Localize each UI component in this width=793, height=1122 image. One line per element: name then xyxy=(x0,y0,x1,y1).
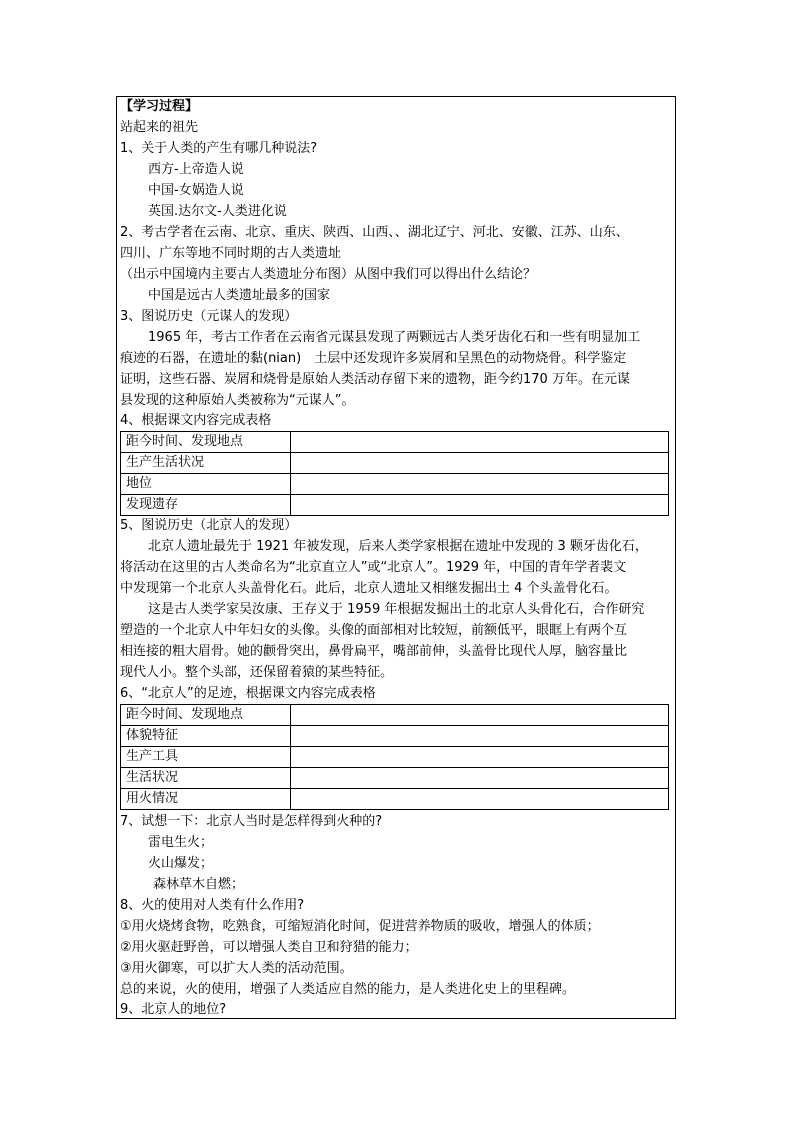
q2-line: 四川、广东等地不同时期的古人类遗址 xyxy=(120,246,342,261)
q8-item: ①用火烧烤食物，吃熟食，可缩短消化时间，促进营养物质的吸收，增强人的体质； xyxy=(120,919,600,934)
table-row xyxy=(121,432,669,453)
q1-item: 英国.达尔文-人类进化说 xyxy=(148,204,287,219)
q2-line: 2、考古学者在云南、北京、重庆、陕西、山西、、湖北辽宁、河北、安徽、江苏、山东、 xyxy=(120,225,629,240)
table-cell-answer[interactable] xyxy=(291,747,669,768)
q6-title: 6、“北京人”的足迹，根据课文内容完成表格 xyxy=(120,686,376,701)
table-cell-answer[interactable] xyxy=(291,705,669,726)
q2-answer: 中国是远古人类遗址最多的国家 xyxy=(148,288,331,303)
q3-paragraph-line: 县发现的这种原始人类被称为“元谋人”。 xyxy=(120,393,355,408)
table-cell-label: 生产生活状况 xyxy=(121,453,291,474)
q7-title: 7、试想一下：北京人当时是怎样得到火种的? xyxy=(120,814,383,829)
q1-item: 中国-女娲造人说 xyxy=(148,183,244,198)
q4-table xyxy=(120,431,669,516)
table-cell-answer[interactable] xyxy=(291,768,669,789)
table-cell-answer[interactable] xyxy=(291,495,669,516)
table-cell-answer[interactable] xyxy=(291,726,669,747)
q3-title: 3、图说历史（元谋人的发现） xyxy=(120,309,298,324)
table-row xyxy=(121,474,669,495)
q9-title: 9、北京人的地位? xyxy=(120,1002,227,1017)
table-cell-label: 发现遗存 xyxy=(121,495,291,516)
table-row xyxy=(121,495,669,516)
table-cell-answer[interactable] xyxy=(291,789,669,810)
q7-item: 火山爆发； xyxy=(148,856,214,871)
q3-paragraph-line: 证明，这些石器、炭屑和烧骨是原始人类活动存留下来的遗物，距今约170 万年。在元谋 xyxy=(120,372,630,387)
q5-paragraph-line: 相连接的粗大眉骨。她的颧骨突出，鼻骨扁平，嘴部前伸，头盖骨比现代人厚，脑容量比 xyxy=(120,644,628,659)
q5-paragraph-line: 塑造的一个北京人中年妇女的头像。头像的面部相对比较短，前额低平，眼眶上有两个互 xyxy=(120,623,628,638)
table-row xyxy=(121,747,669,768)
table-cell-answer[interactable] xyxy=(291,432,669,453)
q8-item: ③用火御寒，可以扩大人类的活动范围。 xyxy=(120,961,353,976)
q8-title: 8、火的使用对人类有什么作用? xyxy=(120,898,305,913)
table-cell-label: 地位 xyxy=(121,474,291,495)
table-cell-label: 用火情况 xyxy=(121,789,291,810)
q1-title: 1、关于人类的产生有哪几种说法? xyxy=(120,141,318,156)
q7-item: 森林草木自燃； xyxy=(153,877,245,892)
q5-paragraph-line: 北京人遗址最先于 1921 年被发现，后来人类学家根据在遗址中发现的 3 颗牙齿化石， xyxy=(148,539,648,554)
table-cell-answer[interactable] xyxy=(291,474,669,495)
table-cell-label: 距今时间、发现地点 xyxy=(121,705,291,726)
q7-item: 雷电生火； xyxy=(148,835,214,850)
table-cell-label: 体貌特征 xyxy=(121,726,291,747)
table-row xyxy=(121,726,669,747)
q8-summary: 总的来说，火的使用，增强了人类适应自然的能力，是人类进化史上的里程碑。 xyxy=(120,982,576,997)
q5-paragraph-line: 中发现第一个北京人头盖骨化石。此后，北京人遗址又相继发掘出土 4 个头盖骨化石。 xyxy=(120,581,618,596)
table-row xyxy=(121,768,669,789)
section-header: 【学习过程】 xyxy=(120,99,199,114)
q1-item: 西方-上帝造人说 xyxy=(148,162,244,177)
table-row xyxy=(121,705,669,726)
table-cell-answer[interactable] xyxy=(291,453,669,474)
topic-title: 站起来的祖先 xyxy=(120,120,199,135)
q5-paragraph-line: 这是古人类学家吴汝康、王存义于 1959 年根据发掘出土的北京人头骨化石，合作研究 xyxy=(148,602,645,617)
q3-paragraph-line: 1965 年，考古工作者在云南省元谋县发现了两颗远古人类牙齿化石和一些有明显加工 xyxy=(148,330,641,345)
q2-line: （出示中国境内主要古人类遗址分布图）从图中我们可以得出什么结论？ xyxy=(120,267,537,282)
table-cell-label: 距今时间、发现地点 xyxy=(121,432,291,453)
q5-title: 5、图说历史（北京人的发现） xyxy=(120,518,298,533)
q8-item: ②用火驱赶野兽，可以增强人类自卫和狩猎的能力； xyxy=(120,940,418,955)
q5-paragraph-line: 现代人小。整个头部，还保留着猿的某些特征。 xyxy=(120,665,394,680)
q6-table xyxy=(120,704,669,810)
table-cell-label: 生活状况 xyxy=(121,768,291,789)
table-cell-label: 生产工具 xyxy=(121,747,291,768)
q5-paragraph-line: 将活动在这里的古人类命名为“北京直立人”或“北京人”。1929 年，中国的青年学者裴文 xyxy=(120,560,627,575)
table-row xyxy=(121,453,669,474)
q3-paragraph-line: 痕迹的石器，在遗址的黏(nian) 土层中还发现许多炭屑和呈黑色的动物烧骨。科学鉴定 xyxy=(120,351,627,366)
table-row xyxy=(121,789,669,810)
q4-title: 4、根据课文内容完成表格 xyxy=(120,413,272,428)
